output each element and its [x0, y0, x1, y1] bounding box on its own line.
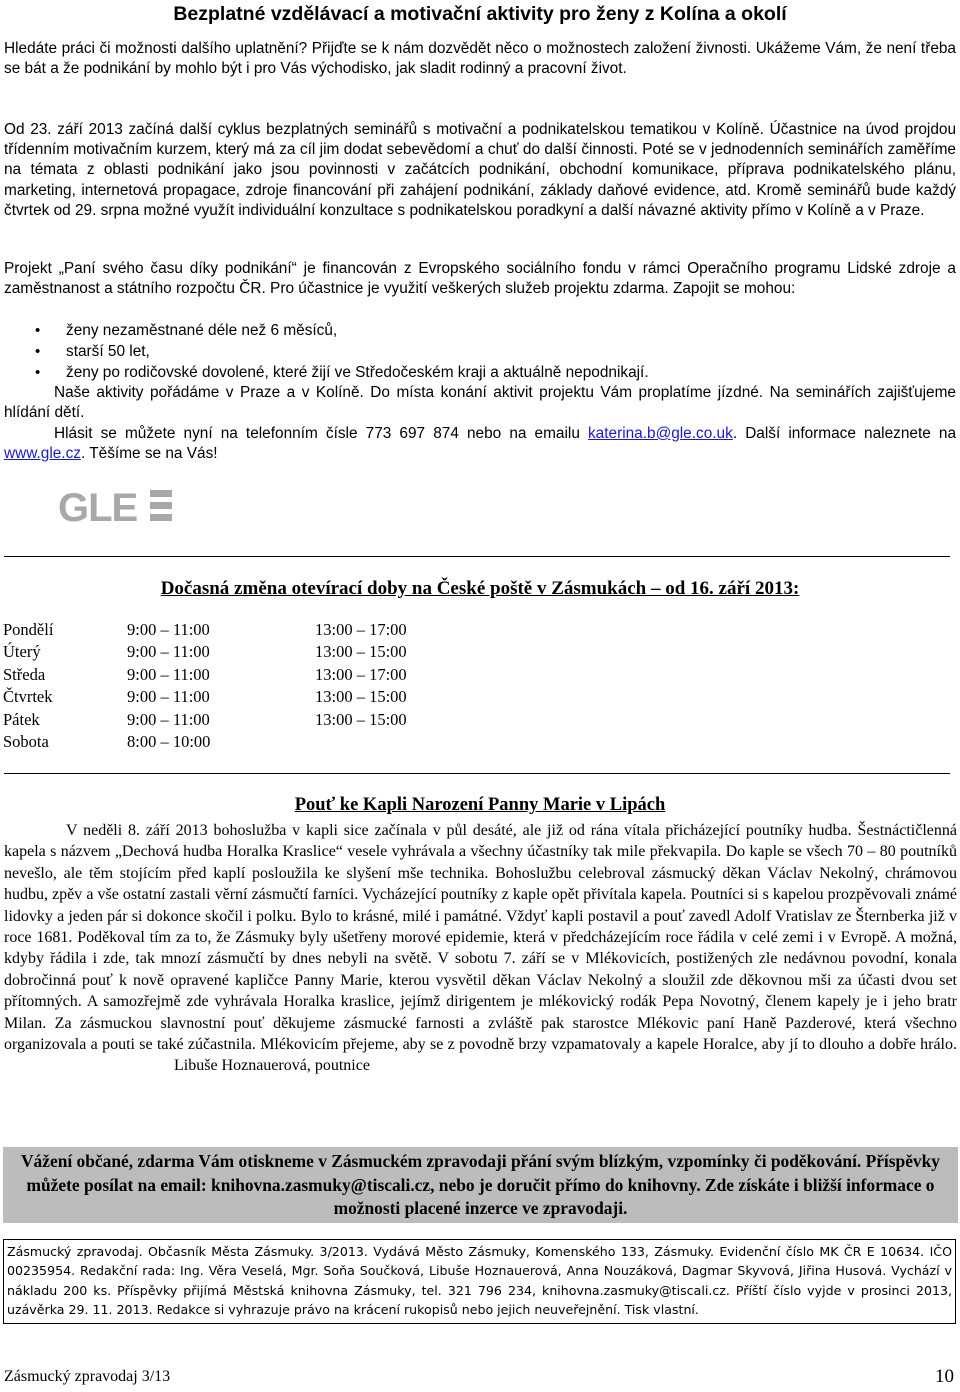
- pilgrimage-body: V neděli 8. září 2013 bohoslužba v kapli sice začínala v půl desáté, ale již od rána vítala přicházející poutníky hudba. Šestnáctičlenná kapela s názvem „Dechová hudba Horalka Kraslice“ vesele vyhrávala a všechny účastníky tak mile překvapila. Do kaple se všech 70 – 80 poutníků nevešlo, ale těm stojícím před kaplí posloužila ke slyšení mše technika. Bohoslužbu celebroval zásmucký děkan Václav Nekolný, chrámovou hudbu, zpěv a vše ostatní zastali věrní zásmučtí farníci. Vycházející poutníky z kaple opět přivítala kapela. Poutníci si s kapelou prozpěvovali známé lidovky a jeden pár si dokonce skočil i polku. Bylo to krásné, milé i památné. Vždyť kapli postavil a pouť zavedl Adolf Vratislav ze Šternberka již v roce 1681. Poděkoval tím za to, že Zásmuky byly ušetřeny morové epidemie, která v předcházejícím roce řádila v celé zemi i v Evropě. A možná, kdyby řádila i zde, tak mnozí zásmučtí by dnes nebyli na světě. V sobotu 7. září se v Mlékovicích, postižených zle nedávnou povodní, konala dobročinná pouť k nově opravené kapličce Panny Marie, kterou vysvětil děkan Václav Nekolný a sloužil zde děkovnou mši za účasti dvou set přítomných. A samozřejmě zde vyhrávala Horalka kraslice, jejímž dirigentem je mlékovický rodák Pepa Novotný, členem kapely je i jeho bratr Milan. Za zásmuckou slavnostní pouť děkujeme zásmucké farnosti a zvláště pak starostce Mlékovic paní Haně Pazderové, která všechno organizovala a pouti se také zúčastnila. Mlékovicím přejeme, aby se z povodně brzy vzpamatovaly a kapele Horalce, aby jí to dlouho a dobře hrálo.: [4, 822, 957, 1054]
- table-row: [3, 686, 407, 708]
- pm-cell: 13:00 – 17:00: [315, 664, 407, 684]
- am-cell: 8:00 – 10:00: [127, 731, 211, 751]
- divider: [4, 773, 950, 774]
- post-office-title: Dočasná změna otevírací doby na České poště v Zásmukách – od 16. září 2013:: [160, 578, 800, 599]
- contact-text: Hlásit se můžete nyní na telefonním čísle 773 697 874 nebo na emailu: [54, 425, 588, 442]
- day-cell: Středa: [3, 664, 46, 684]
- list-item: • starší 50 let,: [66, 341, 960, 362]
- eligibility-list: [0, 320, 960, 383]
- day-cell: Čtvrtek: [3, 687, 53, 707]
- table-row: [3, 664, 407, 686]
- am-cell: 9:00 – 11:00: [127, 620, 210, 639]
- author-signature: Libuše Hoznauerová, poutnice: [174, 1057, 370, 1075]
- pilgrimage-text: [4, 820, 957, 1077]
- day-cell: Pátek: [3, 709, 40, 729]
- notice-box: Vážení občané, zdarma Vám otiskneme v Zásmuckém zpravodaji přání svým blízkým, vzpomínky či poděkování. Příspěvky můžete posílat na email: knihovna.zasmuky@tiscali.cz, nebo je doručit přímo do knihovny. Zde získáte i bližší informace o možnosti placené inzerce ve zpravodaji.: [3, 1147, 958, 1223]
- am-cell: 9:00 – 11:00: [127, 709, 210, 729]
- contact-text: . Těšíme se na Vás!: [80, 445, 218, 463]
- article-title: Bezplatné vzdělávací a motivační aktivity pro ženy z Kolína a okolí: [173, 3, 787, 25]
- article-intro: Hledáte práci či možnosti dalšího uplatnění? Přijďte se k nám dozvědět něco o možnostech založení živnosti. Ukážeme Vám, že není třeba se bát a že podnikání by mohlo být i pro Vás východisko, jak sladit rodinný a pracovní život.: [4, 40, 956, 78]
- list-item: • ženy po rodičovské dovolené, které žijí ve Středočeském kraji a aktuálně nepodnikají.: [66, 362, 960, 383]
- pilgrimage-title: Pouť ke Kapli Narození Panny Marie v Lipách: [294, 795, 666, 815]
- pm-cell: 13:00 – 15:00: [315, 709, 407, 729]
- pm-cell: 13:00 – 17:00: [315, 620, 407, 639]
- am-cell: 9:00 – 11:00: [127, 642, 210, 662]
- email-link[interactable]: katerina.b@gle.co.uk: [587, 425, 733, 442]
- impressum: Zásmucký zpravodaj. Občasník Města Zásmuky. 3/2013. Vydává Město Zásmuky, Komenského 133, Zásmuky. Evidenční číslo MK ČR E 10634. IČO 00235954. Redakční rada: Ing. Věra Veselá, Mgr. Soňa Součková, Libuše Hoznauerová, Anna Nouzáková, Dagmar Skyvová, Jiřina Husová. Vychází v nákladu 200 ks. Příspěvky přijímá Městská knihovna Zásmuky, tel. 321 796 234, knihovna.zasmuky@tiscali.cz. Příští číslo vyjde v prosinci 2013, uzávěrka 29. 11. 2013. Redakce si vyhrazuje právo na krácení rukopisů nebo jejich neuveřejnění. Tisk vlastní.: [3, 1239, 956, 1324]
- day-cell: Sobota: [3, 731, 49, 751]
- table-row: [3, 709, 407, 731]
- footer-publication: Zásmucký zpravodaj 3/13: [4, 1368, 171, 1385]
- page-number: 10: [935, 1366, 954, 1387]
- table-row: [3, 619, 407, 641]
- article-paragraph: Naše aktivity pořádáme v Praze a v Kolíně. Do místa konání aktivit projektu Vám proplatíme jízdné. Na seminářích zajišťujeme hlídání dětí.: [4, 384, 956, 422]
- website-link[interactable]: www.gle.cz: [4, 445, 81, 463]
- article-paragraph: Projekt „Paní svého času díky podnikání“ je financován z Evropského sociálního fondu v rámci Operačního programu Lidské zdroje a zaměstnanost a státního rozpočtu ČR. Pro účastnice je využití veškerých služeb projektu zdarma. Zapojit se mohou:: [4, 260, 956, 298]
- am-cell: 9:00 – 11:00: [127, 687, 210, 707]
- day-cell: Pondělí: [3, 620, 54, 639]
- contact-text: . Další informace naleznete na: [732, 425, 957, 442]
- divider: [4, 556, 950, 557]
- table-row: [3, 641, 407, 663]
- day-cell: Úterý: [3, 642, 41, 662]
- list-item: • ženy nezaměstnané déle než 6 měsíců,: [66, 320, 960, 341]
- am-cell: 9:00 – 11:00: [127, 664, 210, 684]
- table-row: [3, 731, 407, 753]
- pm-cell: 13:00 – 15:00: [315, 687, 407, 707]
- opening-hours-table: [3, 619, 407, 753]
- gle-logo: [58, 489, 172, 523]
- logo-text: GLE: [58, 489, 138, 523]
- article-paragraph: Od 23. září 2013 začíná další cyklus bezplatných seminářů s motivační a podnikatelskou tematikou v Kolíně. Účastnice na úvod projdou třídenním motivačním kurzem, který má za cíl jim dodat sebevědomí a chuť do další činnosti. Poté se v jednodenních seminářích zaměříme na témata z oblasti podnikání jako jsou povinnosti v začátcích podnikání, obchodní komunikace, příprava podnikatelského plánu, marketing, internetová propagace, zdroje financování při zahájení podnikání, základy daňové evidence, atd. Kromě seminářů bude každý čtvrtek od 29. srpna možné využít individuální konzultace s podnikatelskou poradkyní a další návazné aktivity přímo v Kolíně a v Praze.: [4, 121, 956, 219]
- pm-cell: 13:00 – 15:00: [315, 642, 407, 662]
- contact-paragraph: [4, 424, 956, 464]
